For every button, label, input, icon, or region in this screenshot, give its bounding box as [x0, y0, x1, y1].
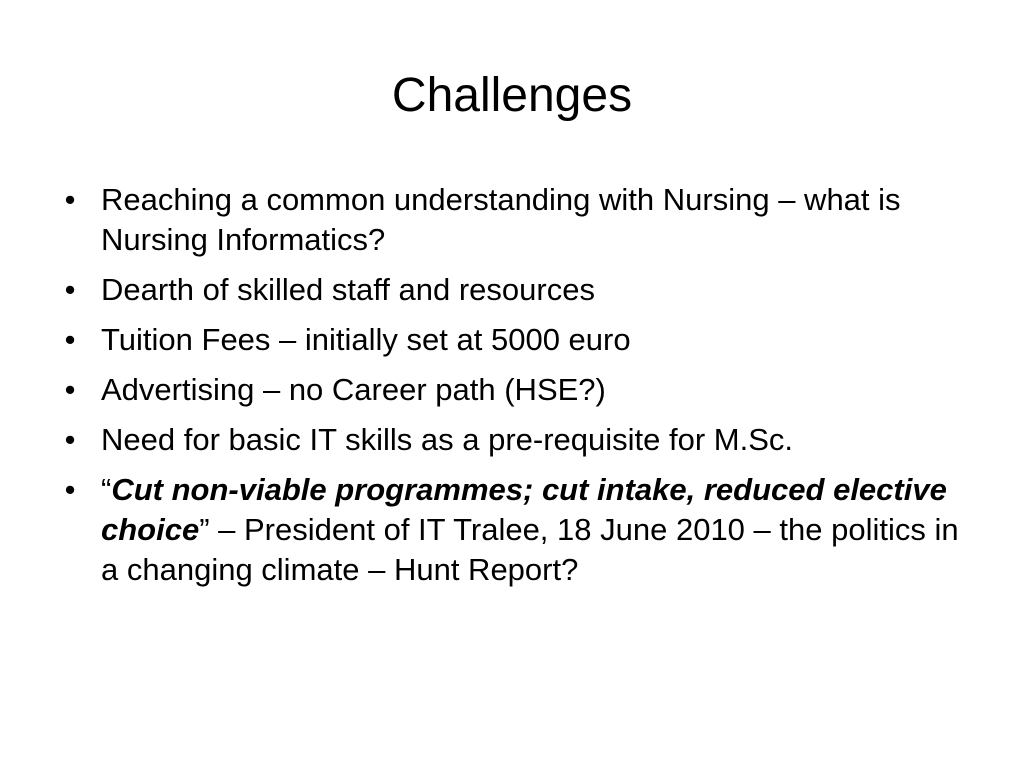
bullet-text: Reaching a common understanding with Nursing – what is Nursing Informatics? — [101, 182, 901, 257]
bullet-item-5 — [60, 420, 980, 460]
quote-attribution: ” – President of IT Tralee, 18 June 2010 – the politics in a changing climate – Hunt Report? — [101, 512, 959, 587]
bullet-item-2 — [60, 270, 980, 310]
bullet-text: Tuition Fees – initially set at 5000 euro — [101, 322, 631, 357]
bullet-text: Need for basic IT skills as a pre-requisite for M.Sc. — [101, 422, 794, 457]
slide-title: Challenges — [391, 69, 633, 122]
bullet-text: Dearth of skilled staff and resources — [101, 272, 595, 307]
bullet-text — [101, 472, 959, 587]
bullet-text: Advertising – no Career path (HSE?) — [101, 372, 606, 407]
bullet-item-1 — [60, 180, 980, 260]
bullet-icon: • — [64, 272, 76, 307]
quote-text: Cut non-viable programmes; cut intake, reduced elective choice — [101, 472, 947, 547]
bullet-list — [60, 180, 980, 600]
bullet-icon: • — [64, 422, 76, 457]
bullet-item-4 — [60, 370, 980, 410]
bullet-item-3 — [60, 320, 980, 360]
bullet-icon: • — [64, 322, 76, 357]
open-quote-mark: “ — [101, 472, 112, 507]
bullet-icon: • — [64, 372, 76, 407]
bullet-icon: • — [64, 182, 76, 217]
bullet-item-quote — [60, 470, 980, 590]
bullet-icon: • — [64, 472, 76, 507]
